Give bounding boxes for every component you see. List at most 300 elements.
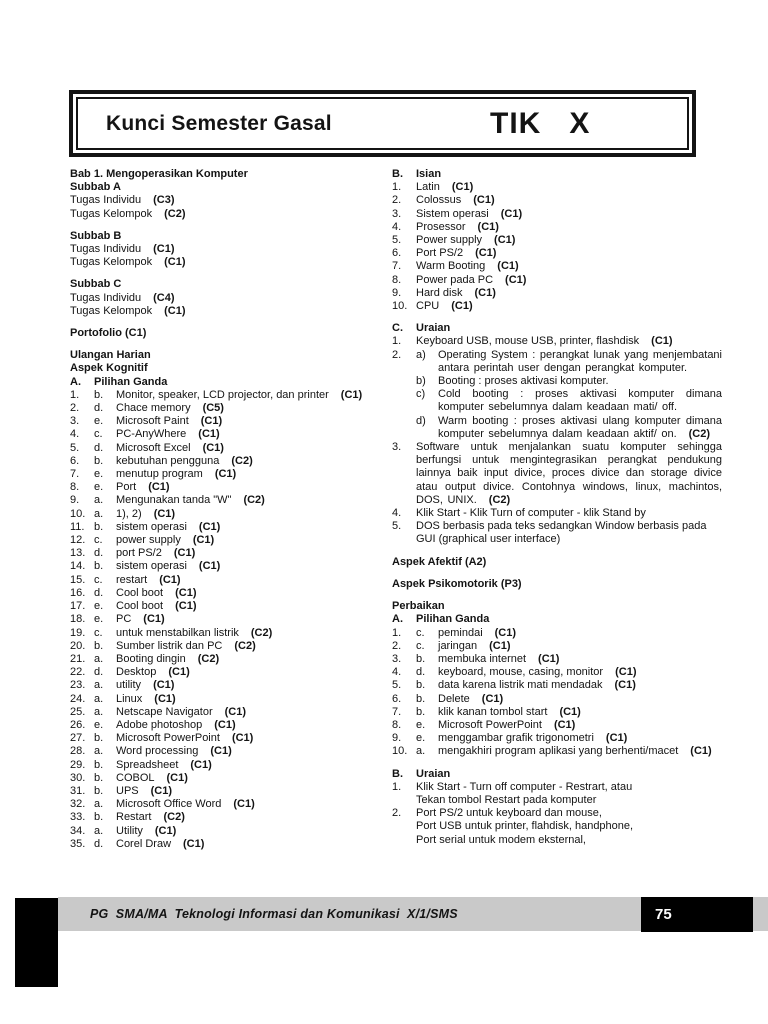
heading-text: Uraian (416, 322, 451, 335)
section-heading (70, 349, 400, 362)
answer-letter: b. (416, 692, 426, 705)
answer-letter: d. (94, 666, 104, 679)
answer-line (70, 547, 400, 560)
answer-text: Desktop (C1) (116, 666, 190, 679)
answer-number: 2. (392, 194, 402, 207)
answer-text: Klik Start - Klik Turn of computer - klik Stand by (416, 507, 646, 520)
cognitive-code: (C1) (198, 428, 220, 441)
answer-text: PC (C1) (116, 613, 165, 626)
answer-line (392, 679, 722, 692)
spacer (70, 221, 400, 230)
answer-number: 15. (70, 573, 86, 586)
answer-line (70, 305, 400, 318)
answer-number: 21. (70, 652, 86, 665)
answer-text: Monitor, speaker, LCD projector, dan printer (C1) (116, 388, 363, 401)
heading-text: Uraian (416, 767, 451, 780)
answer-line (70, 732, 400, 745)
answer-text: power supply (C1) (116, 534, 215, 547)
answer-text: Corel Draw (C1) (116, 837, 205, 850)
heading-text: Isian (416, 168, 442, 180)
answer-number: 24. (70, 692, 86, 705)
answer-letter: d. (94, 547, 104, 560)
cognitive-code: (C1) (475, 247, 497, 260)
answer-number: 4. (392, 507, 402, 520)
answer-text: Sumber listrik dan PC (C2) (116, 639, 256, 652)
spacer (70, 340, 400, 349)
answer-text: Microsoft Excel (C1) (116, 441, 224, 454)
cognitive-code: (C4) (153, 291, 175, 304)
cognitive-code: (C2) (234, 639, 256, 652)
answer-letter: b. (94, 520, 104, 533)
cognitive-code: (C1) (164, 256, 186, 269)
answer-line (392, 247, 722, 260)
section-heading (392, 768, 722, 781)
answer-number: 3. (392, 441, 402, 454)
answer-line (392, 719, 722, 732)
answer-number: 27. (70, 732, 86, 745)
answer-letter: b. (94, 388, 104, 401)
sub-answer-letter: d) (416, 414, 426, 427)
answer-text: Cool boot (C1) (116, 586, 197, 599)
answer-letter: d. (416, 666, 426, 679)
answer-line (392, 627, 722, 640)
cognitive-code: (C1) (224, 705, 246, 718)
answer-number: 9. (392, 732, 402, 745)
answer-text: klik kanan tombol start (C1) (438, 705, 581, 718)
answer-text: Booting : proses aktivasi komputer. (438, 375, 609, 388)
answer-number: 1. (392, 335, 402, 348)
answer-text: Keyboard USB, mouse USB, printer, flashdisk (C1) (416, 335, 673, 348)
answer-text: Tugas Kelompok (C1) (70, 256, 186, 269)
answer-number: 32. (70, 798, 86, 811)
answer-text: sistem operasi (C1) (116, 560, 221, 573)
answer-number: 6. (70, 454, 80, 467)
answer-text-line: Klik Start - Turn off computer - Restrart, atau (416, 780, 633, 793)
cognitive-code: (C1) (474, 286, 496, 299)
answer-line (70, 759, 400, 772)
footer-text: PG SMA/MA Teknologi Informasi dan Komunikasi X/1/SMS (90, 907, 458, 921)
answer-letter: b. (94, 758, 104, 771)
heading-text: Pilihan Ganda (416, 613, 490, 626)
cognitive-code: (C2) (231, 454, 253, 467)
answer-line (70, 653, 400, 666)
heading-text: Subbab A (70, 181, 121, 194)
answer-letter: c. (94, 428, 103, 441)
cognitive-code: (C1) (605, 732, 628, 745)
answer-number: 8. (392, 718, 402, 731)
cognitive-code: (C1) (154, 824, 177, 837)
spacer (70, 318, 400, 327)
heading-text: Pilihan Ganda (94, 375, 168, 388)
answer-text: Linux (C1) (116, 692, 176, 705)
answer-line (70, 194, 400, 207)
cognitive-code: (C1) (690, 745, 712, 758)
answer-text: 1), 2) (C1) (116, 507, 176, 520)
answer-line (70, 785, 400, 798)
answer-text: Netscape Navigator (C1) (116, 705, 246, 718)
section-heading (70, 362, 400, 375)
answer-text: Sistem operasi (C1) (416, 207, 523, 220)
cognitive-code: (C1) (477, 220, 499, 233)
answer-line (392, 194, 722, 207)
answer-letter: e. (416, 732, 426, 745)
cognitive-code: (C1) (202, 441, 224, 454)
answer-number: 29. (70, 758, 86, 771)
section-heading (392, 556, 722, 569)
answer-letter: e. (94, 600, 104, 613)
answer-number: 7. (392, 260, 402, 273)
answer-text-line: Port serial untuk modem eksternal, (416, 833, 586, 846)
cognitive-code: (C1) (166, 771, 188, 784)
answer-line (70, 494, 400, 507)
spacer (392, 569, 722, 578)
answer-text: Tugas Kelompok (C2) (70, 207, 186, 220)
answer-letter: a. (416, 745, 426, 758)
answer-line (70, 481, 400, 494)
cognitive-code: (C1) (148, 481, 170, 494)
answer-letter: b. (94, 784, 104, 797)
cognitive-code: (C1) (143, 613, 165, 626)
answer-line (70, 679, 400, 692)
answer-letter: d. (94, 837, 104, 850)
answer-text: COBOL (C1) (116, 771, 188, 784)
answer-number: 1. (392, 181, 402, 194)
answer-letter: a. (94, 494, 104, 507)
answer-number: 6. (392, 692, 402, 705)
answer-line (392, 221, 722, 234)
sub-answer-line (416, 349, 722, 375)
answer-line (392, 693, 722, 706)
title-box (69, 90, 696, 157)
answer-line (392, 287, 722, 300)
cognitive-code: (C1) (538, 652, 560, 665)
answer-letter: a. (94, 798, 104, 811)
sub-answer-letter: b) (416, 375, 426, 388)
answer-line (70, 666, 400, 679)
answer-text: Hard disk (C1) (416, 286, 496, 299)
answer-number: 10. (392, 300, 408, 313)
answer-line (392, 300, 722, 313)
answer-text: Operating System : perangkat lunak yang menjembatani antara perintah user dengan perangkat komputer. (438, 348, 722, 374)
cognitive-code: (C1) (154, 692, 176, 705)
answer-line (70, 574, 400, 587)
answer-text (416, 807, 722, 847)
answer-text: Power pada PC (C1) (416, 273, 527, 286)
cognitive-code: (C1) (615, 666, 637, 679)
answer-line (392, 234, 722, 247)
answer-line (392, 666, 722, 679)
answer-line (70, 442, 400, 455)
cognitive-code: (C1) (168, 666, 190, 679)
answer-text: Mengunakan tanda "W" (C2) (116, 494, 265, 507)
answer-line (70, 719, 400, 732)
cognitive-code: (C1) (473, 194, 495, 207)
answer-text: Booting dingin (C2) (116, 652, 220, 665)
heading-number: B. (392, 767, 403, 780)
cognitive-code: (C1) (233, 798, 255, 811)
spacer (392, 759, 722, 768)
cognitive-code: (C1) (553, 718, 576, 731)
cognitive-code: (C1) (153, 679, 175, 692)
section-heading (392, 322, 722, 335)
left-column (70, 168, 400, 851)
answer-letter: b. (94, 454, 104, 467)
answer-line (70, 693, 400, 706)
answer-number: 6. (392, 247, 402, 260)
answer-number: 2. (392, 348, 402, 361)
answer-number: 30. (70, 771, 86, 784)
answer-line (70, 243, 400, 256)
heading-number: B. (392, 168, 403, 180)
answer-letter: e. (94, 613, 104, 626)
answer-text: membuka internet (C1) (438, 652, 560, 665)
answer-text: Warm booting : proses aktivasi ulang komputer dimana komputer sebelumnya dalam keadaan aktif/ on. (C2) (438, 414, 722, 440)
sub-answer-letter: c) (416, 388, 426, 401)
answer-letter: b. (94, 771, 104, 784)
answer-line (70, 560, 400, 573)
cognitive-code: (C2) (688, 427, 711, 440)
cognitive-code: (C2) (163, 811, 185, 824)
cognitive-code: (C1) (175, 600, 197, 613)
document-title: Kunci Semester Gasal (106, 111, 332, 135)
heading-text: Perbaikan (392, 600, 445, 613)
answer-text: Restart (C2) (116, 811, 185, 824)
answer-number: 3. (70, 415, 80, 428)
answer-line (70, 825, 400, 838)
spacer (392, 313, 722, 322)
answer-text: Microsoft Paint (C1) (116, 415, 223, 428)
answer-text: Warm Booting (C1) (416, 260, 519, 273)
answer-text: restart (C1) (116, 573, 181, 586)
answer-number: 22. (70, 666, 86, 679)
answer-number: 1. (392, 780, 402, 793)
answer-number: 34. (70, 824, 86, 837)
cognitive-code: (C1) (173, 547, 196, 560)
cognitive-code: (C2) (250, 626, 273, 639)
answer-number: 5. (70, 441, 80, 454)
answer-line (70, 402, 400, 415)
answer-number: 4. (70, 428, 80, 441)
answer-number: 14. (70, 560, 86, 573)
heading-text: Portofolio (C1) (70, 327, 147, 340)
answer-line (70, 613, 400, 626)
answer-letter: a. (94, 824, 104, 837)
answer-text: menutup program (C1) (116, 468, 237, 481)
answer-letter: c. (94, 626, 103, 639)
answer-text: mengakhiri program aplikasi yang berhenti/macet (C1) (438, 745, 712, 758)
section-heading (70, 168, 400, 181)
answer-number: 10. (70, 507, 86, 520)
cognitive-code: (C1) (198, 520, 221, 533)
answer-letter: e. (94, 468, 104, 481)
answer-number: 13. (70, 547, 86, 560)
answer-letter: a. (94, 745, 104, 758)
answer-number: 8. (392, 273, 402, 286)
section-heading (392, 600, 722, 613)
answer-text: Adobe photoshop (C1) (116, 718, 236, 731)
answer-text: Port (C1) (116, 481, 170, 494)
answer-line (70, 455, 400, 468)
section-heading (70, 230, 400, 243)
answer-letter: e. (416, 718, 426, 731)
cognitive-code: (C1) (198, 560, 221, 573)
cognitive-code: (C1) (183, 837, 205, 850)
answer-letter: c. (94, 534, 103, 547)
answer-text: jaringan (C1) (438, 639, 511, 652)
spacer (392, 547, 722, 556)
answer-text: untuk menstabilkan listrik (C2) (116, 626, 273, 639)
cognitive-code: (C1) (190, 758, 212, 771)
heading-text: Aspek Kognitif (70, 362, 148, 375)
answer-text: port PS/2 (C1) (116, 547, 196, 560)
cognitive-code: (C1) (500, 207, 523, 220)
answer-text: Tugas Individu (C4) (70, 291, 175, 304)
answer-line (70, 627, 400, 640)
section-heading (70, 278, 400, 291)
answer-number: 10. (392, 745, 408, 758)
answer-letter: b. (94, 560, 104, 573)
answer-letter: b. (94, 732, 104, 745)
section-heading (70, 327, 400, 340)
answer-line (392, 520, 722, 546)
cognitive-code: (C1) (614, 679, 636, 692)
answer-text: PC-AnyWhere (C1) (116, 428, 220, 441)
answer-line (70, 208, 400, 221)
section-heading (392, 168, 722, 181)
answer-text: utility (C1) (116, 679, 175, 692)
heading-number: A. (70, 375, 81, 388)
answer-text: Port PS/2 (C1) (416, 247, 497, 260)
cognitive-code: (C1) (489, 639, 511, 652)
answer-line (392, 653, 722, 666)
answer-number: 23. (70, 679, 86, 692)
answer-text: Utility (C1) (116, 824, 177, 837)
cognitive-code: (C2) (164, 207, 186, 220)
answer-text-line: Port PS/2 untuk keyboard dan mouse, (416, 807, 602, 820)
answer-text: Cool boot (C1) (116, 600, 197, 613)
cognitive-code: (C1) (214, 468, 237, 481)
answer-number: 18. (70, 613, 86, 626)
cognitive-code: (C1) (164, 304, 186, 317)
cognitive-code: (C1) (153, 507, 176, 520)
heading-text: Aspek Afektif (A2) (392, 555, 487, 568)
answer-number: 35. (70, 837, 86, 850)
answer-text: keyboard, mouse, casing, monitor (C1) (438, 666, 637, 679)
answer-text: Cold booting : proses aktivasi komputer dimana komputer sebelumnya dalam keadaan mati/ off. (438, 388, 722, 414)
answer-letter: b. (416, 705, 426, 718)
answer-letter: d. (94, 586, 104, 599)
heading-text: Subbab C (70, 278, 122, 291)
answer-text: Colossus (C1) (416, 194, 495, 207)
answer-text-line: Port USB untuk printer, flahdisk, handphone, (416, 820, 634, 833)
answer-line (70, 256, 400, 269)
cognitive-code: (C1) (159, 573, 181, 586)
section-heading (392, 613, 722, 626)
answer-number: 2. (392, 807, 402, 820)
heading-text: Subbab B (70, 229, 122, 242)
answer-line (70, 415, 400, 428)
answer-text (416, 781, 722, 807)
cognitive-code: (C1) (153, 243, 175, 256)
answer-number: 5. (392, 520, 402, 533)
answer-text: CPU (C1) (416, 300, 473, 313)
answer-text: Chace memory (C5) (116, 402, 224, 415)
heading-number: C. (392, 322, 403, 335)
cognitive-code: (C1) (481, 692, 504, 705)
answer-text: Delete (C1) (438, 692, 504, 705)
section-heading (70, 181, 400, 194)
answer-number: 12. (70, 534, 86, 547)
answer-line (392, 706, 722, 719)
answer-line (392, 640, 722, 653)
answer-text: Word processing (C1) (116, 745, 232, 758)
cognitive-code: (C1) (505, 273, 527, 286)
cognitive-code: (C1) (210, 745, 232, 758)
answer-letter: e. (94, 718, 104, 731)
heading-text: Aspek Psikomotorik (P3) (392, 577, 522, 590)
answer-line (70, 508, 400, 521)
answer-number: 20. (70, 639, 86, 652)
right-column (392, 168, 722, 847)
sub-answer-line (416, 375, 722, 388)
heading-number: A. (392, 613, 403, 626)
answer-number: 16. (70, 586, 86, 599)
answer-body (416, 349, 722, 441)
cognitive-code: (C2) (197, 652, 220, 665)
answer-letter: c. (416, 639, 425, 652)
answer-text: pemindai (C1) (438, 626, 517, 639)
answer-text: Tugas Individu (C1) (70, 243, 175, 256)
answer-line (392, 274, 722, 287)
answer-line (70, 706, 400, 719)
answer-number: 25. (70, 705, 86, 718)
answer-letter: c. (416, 626, 425, 639)
answer-line (392, 781, 722, 807)
answer-letter: d. (94, 402, 104, 415)
cognitive-code: (C1) (214, 718, 236, 731)
answer-letter: a. (94, 705, 104, 718)
answer-line (70, 772, 400, 785)
answer-line (70, 600, 400, 613)
cognitive-code: (C1) (451, 181, 474, 194)
answer-number: 1. (70, 388, 80, 401)
answer-letter: a. (94, 679, 104, 692)
cognitive-code: (C5) (202, 402, 224, 415)
answer-number: 31. (70, 784, 86, 797)
answer-number: 4. (392, 220, 402, 233)
answer-number: 7. (70, 468, 80, 481)
answer-number: 33. (70, 811, 86, 824)
spacer (70, 269, 400, 278)
answer-letter: a. (94, 692, 104, 705)
answer-number: 3. (392, 652, 402, 665)
answer-letter: b. (94, 639, 104, 652)
answer-line (70, 798, 400, 811)
answer-line (70, 587, 400, 600)
answer-line (392, 260, 722, 273)
answer-line (392, 441, 722, 507)
answer-line (392, 745, 722, 758)
answer-line (70, 389, 400, 402)
cognitive-code: (C1) (200, 415, 223, 428)
answer-text: Tugas Kelompok (C1) (70, 304, 186, 317)
cognitive-code: (C1) (497, 260, 519, 273)
answer-letter: e. (94, 481, 104, 494)
answer-number: 3. (392, 207, 402, 220)
answer-number: 5. (392, 679, 402, 692)
answer-letter: e. (94, 415, 104, 428)
footer-left-mark (15, 898, 58, 987)
